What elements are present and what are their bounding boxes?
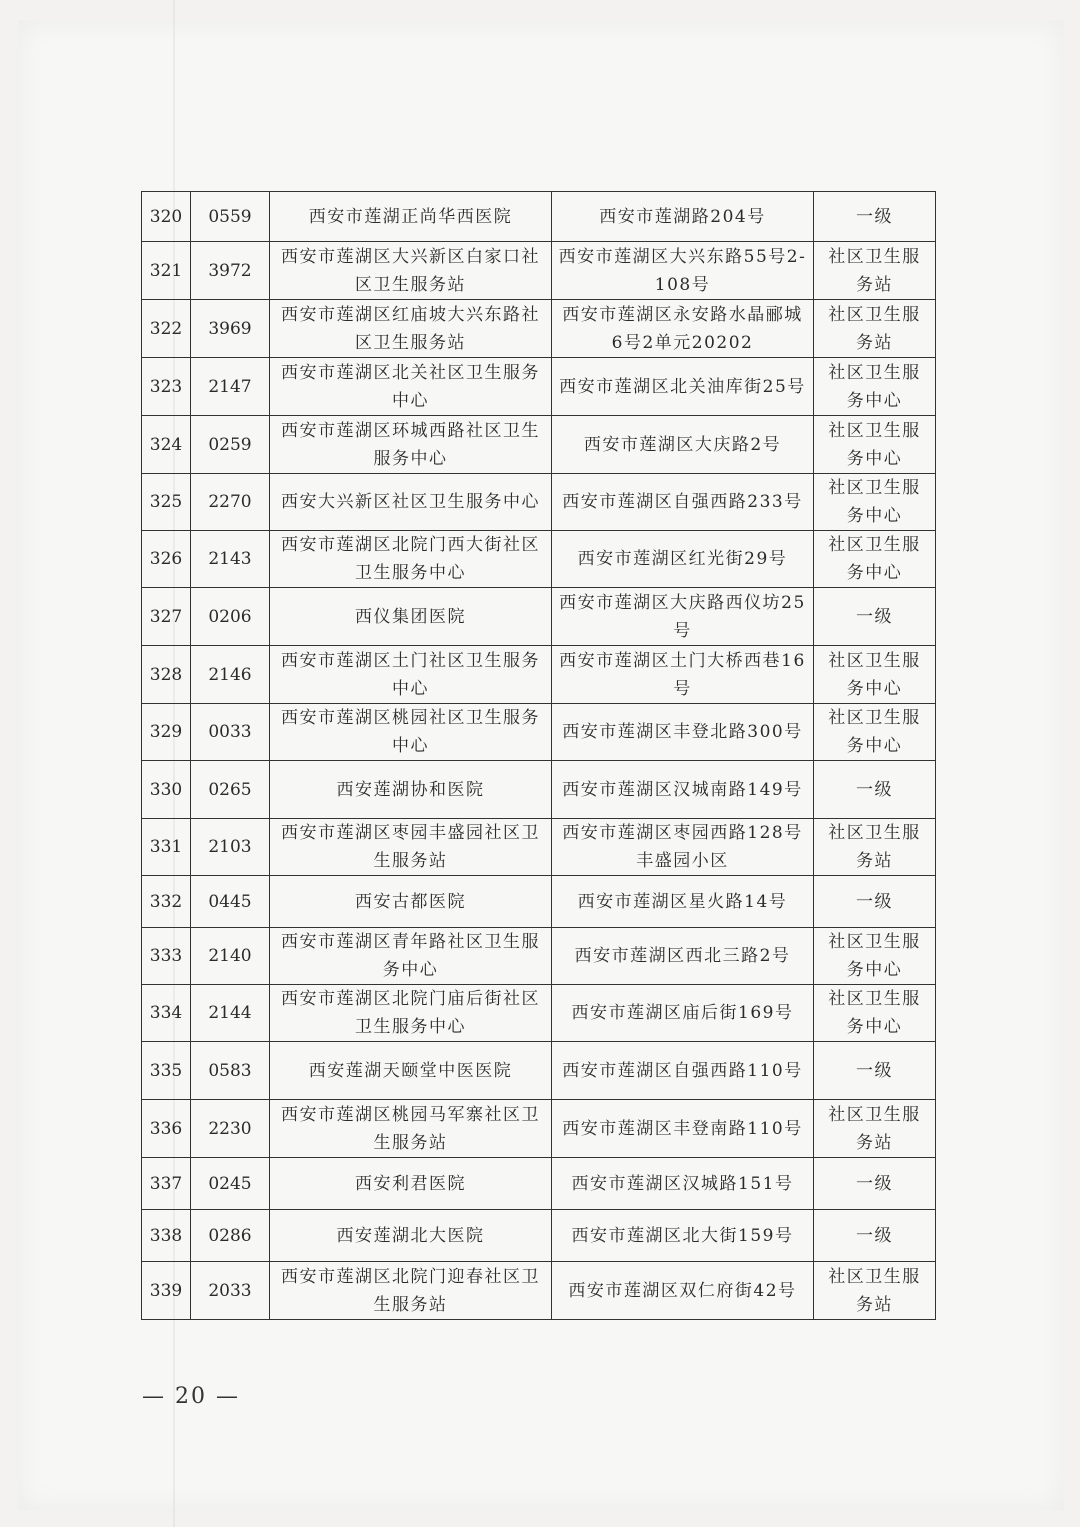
table-row: [142, 474, 936, 531]
row-number: 333: [142, 928, 191, 985]
table-row: [142, 928, 936, 985]
institution-address: 西安市莲湖区丰登北路300号: [552, 704, 814, 761]
institution-name: 西安利君医院: [270, 1158, 552, 1210]
institution-code: 2033: [191, 1262, 270, 1320]
table-row: [142, 985, 936, 1042]
table-row: [142, 1210, 936, 1262]
institution-address: 西安市莲湖区北关油库街25号: [552, 358, 814, 416]
institution-name: 西安市莲湖区北院门西大街社区卫生服务中心: [270, 531, 552, 588]
institution-level: 社区卫生服务中心: [814, 531, 936, 588]
institution-name: 西安市莲湖区枣园丰盛园社区卫生服务站: [270, 819, 552, 876]
institution-level: 社区卫生服务中心: [814, 358, 936, 416]
institution-code: 0265: [191, 761, 270, 819]
institution-level: 社区卫生服务站: [814, 1262, 936, 1320]
institution-code: 0583: [191, 1042, 270, 1100]
row-number: 328: [142, 646, 191, 704]
institution-code: 0259: [191, 416, 270, 474]
institution-code: 0206: [191, 588, 270, 646]
institution-address: 西安市莲湖区自强西路233号: [552, 474, 814, 531]
institution-name: 西安市莲湖区土门社区卫生服务中心: [270, 646, 552, 704]
institution-address: 西安市莲湖区双仁府街42号: [552, 1262, 814, 1320]
institution-level: 一级: [814, 1210, 936, 1262]
institution-address: 西安市莲湖区北大街159号: [552, 1210, 814, 1262]
institution-name: 西安市莲湖区桃园社区卫生服务中心: [270, 704, 552, 761]
institution-name: 西安市莲湖区红庙坡大兴东路社区卫生服务站: [270, 300, 552, 358]
institution-name: 西安市莲湖区北关社区卫生服务中心: [270, 358, 552, 416]
institution-name: 西安莲湖协和医院: [270, 761, 552, 819]
institution-name: 西安古都医院: [270, 876, 552, 928]
institution-level: 一级: [814, 761, 936, 819]
institution-level: 社区卫生服务站: [814, 300, 936, 358]
institution-name: 西安市莲湖区环城西路社区卫生服务中心: [270, 416, 552, 474]
institution-name: 西仪集团医院: [270, 588, 552, 646]
institution-code: 0286: [191, 1210, 270, 1262]
institution-level: 社区卫生服务站: [814, 819, 936, 876]
table-row: [142, 1262, 936, 1320]
row-number: 330: [142, 761, 191, 819]
table-row: [142, 358, 936, 416]
institution-name: 西安市莲湖区青年路社区卫生服务中心: [270, 928, 552, 985]
institution-code: 3969: [191, 300, 270, 358]
table-row: [142, 819, 936, 876]
row-number: 326: [142, 531, 191, 588]
row-number: 325: [142, 474, 191, 531]
institution-code: 2144: [191, 985, 270, 1042]
institution-address: 西安市莲湖区星火路14号: [552, 876, 814, 928]
row-number: 320: [142, 192, 191, 242]
institution-code: 2103: [191, 819, 270, 876]
row-number: 327: [142, 588, 191, 646]
institution-level: 一级: [814, 876, 936, 928]
table-row: [142, 416, 936, 474]
institution-address: 西安市莲湖区大兴东路55号2-108号: [552, 242, 814, 300]
institution-level: 一级: [814, 192, 936, 242]
row-number: 336: [142, 1100, 191, 1158]
institution-level: 社区卫生服务中心: [814, 704, 936, 761]
institution-address: 西安市莲湖区红光街29号: [552, 531, 814, 588]
table-row: [142, 704, 936, 761]
institution-level: 一级: [814, 588, 936, 646]
table-row: [142, 646, 936, 704]
table-row: [142, 1158, 936, 1210]
row-number: 322: [142, 300, 191, 358]
row-number: 338: [142, 1210, 191, 1262]
institution-code: 0033: [191, 704, 270, 761]
institution-name: 西安市莲湖区北院门迎春社区卫生服务站: [270, 1262, 552, 1320]
table-row: [142, 1042, 936, 1100]
table-row: [142, 531, 936, 588]
institution-code: 0559: [191, 192, 270, 242]
institution-level: 社区卫生服务中心: [814, 928, 936, 985]
table-row: [142, 1100, 936, 1158]
institution-name: 西安莲湖天颐堂中医医院: [270, 1042, 552, 1100]
institution-level: 社区卫生服务站: [814, 1100, 936, 1158]
institution-code: 2147: [191, 358, 270, 416]
institution-address: 西安市莲湖区大庆路西仪坊25号: [552, 588, 814, 646]
row-number: 335: [142, 1042, 191, 1100]
institution-address: 西安市莲湖区枣园西路128号丰盛园小区: [552, 819, 814, 876]
institution-name: 西安市莲湖区桃园马军寨社区卫生服务站: [270, 1100, 552, 1158]
institution-name: 西安市莲湖正尚华西医院: [270, 192, 552, 242]
institution-level: 社区卫生服务中心: [814, 985, 936, 1042]
row-number: 337: [142, 1158, 191, 1210]
institution-level: 一级: [814, 1042, 936, 1100]
institution-address: 西安市莲湖区西北三路2号: [552, 928, 814, 985]
institution-name: 西安大兴新区社区卫生服务中心: [270, 474, 552, 531]
institution-code: 0445: [191, 876, 270, 928]
table-row: [142, 242, 936, 300]
institution-level: 一级: [814, 1158, 936, 1210]
table-row: [142, 761, 936, 819]
page-number: — 20 —: [142, 1384, 240, 1409]
institution-code: 0245: [191, 1158, 270, 1210]
institution-table: [141, 191, 936, 1320]
institution-address: 西安市莲湖区汉城南路149号: [552, 761, 814, 819]
institution-code: 3972: [191, 242, 270, 300]
institution-name: 西安市莲湖区大兴新区白家口社区卫生服务站: [270, 242, 552, 300]
institution-level: 社区卫生服务中心: [814, 646, 936, 704]
row-number: 329: [142, 704, 191, 761]
row-number: 321: [142, 242, 191, 300]
row-number: 332: [142, 876, 191, 928]
institution-code: 2270: [191, 474, 270, 531]
institution-address: 西安市莲湖区庙后街169号: [552, 985, 814, 1042]
institution-level: 社区卫生服务中心: [814, 416, 936, 474]
institution-address: 西安市莲湖路204号: [552, 192, 814, 242]
institution-level: 社区卫生服务站: [814, 242, 936, 300]
institution-name: 西安莲湖北大医院: [270, 1210, 552, 1262]
table-row: [142, 588, 936, 646]
institution-code: 2140: [191, 928, 270, 985]
row-number: 334: [142, 985, 191, 1042]
institution-code: 2230: [191, 1100, 270, 1158]
table-row: [142, 876, 936, 928]
institution-name: 西安市莲湖区北院门庙后街社区卫生服务中心: [270, 985, 552, 1042]
table-row: [142, 300, 936, 358]
institution-level: 社区卫生服务中心: [814, 474, 936, 531]
institution-address: 西安市莲湖区永安路水晶郦城6号2单元20202: [552, 300, 814, 358]
institution-address: 西安市莲湖区汉城路151号: [552, 1158, 814, 1210]
institution-address: 西安市莲湖区丰登南路110号: [552, 1100, 814, 1158]
institution-address: 西安市莲湖区土门大桥西巷16号: [552, 646, 814, 704]
institution-code: 2146: [191, 646, 270, 704]
institution-address: 西安市莲湖区大庆路2号: [552, 416, 814, 474]
institution-address: 西安市莲湖区自强西路110号: [552, 1042, 814, 1100]
row-number: 331: [142, 819, 191, 876]
row-number: 339: [142, 1262, 191, 1320]
institution-code: 2143: [191, 531, 270, 588]
row-number: 323: [142, 358, 191, 416]
institution-table-body: [142, 192, 936, 1320]
table-row: [142, 192, 936, 242]
row-number: 324: [142, 416, 191, 474]
